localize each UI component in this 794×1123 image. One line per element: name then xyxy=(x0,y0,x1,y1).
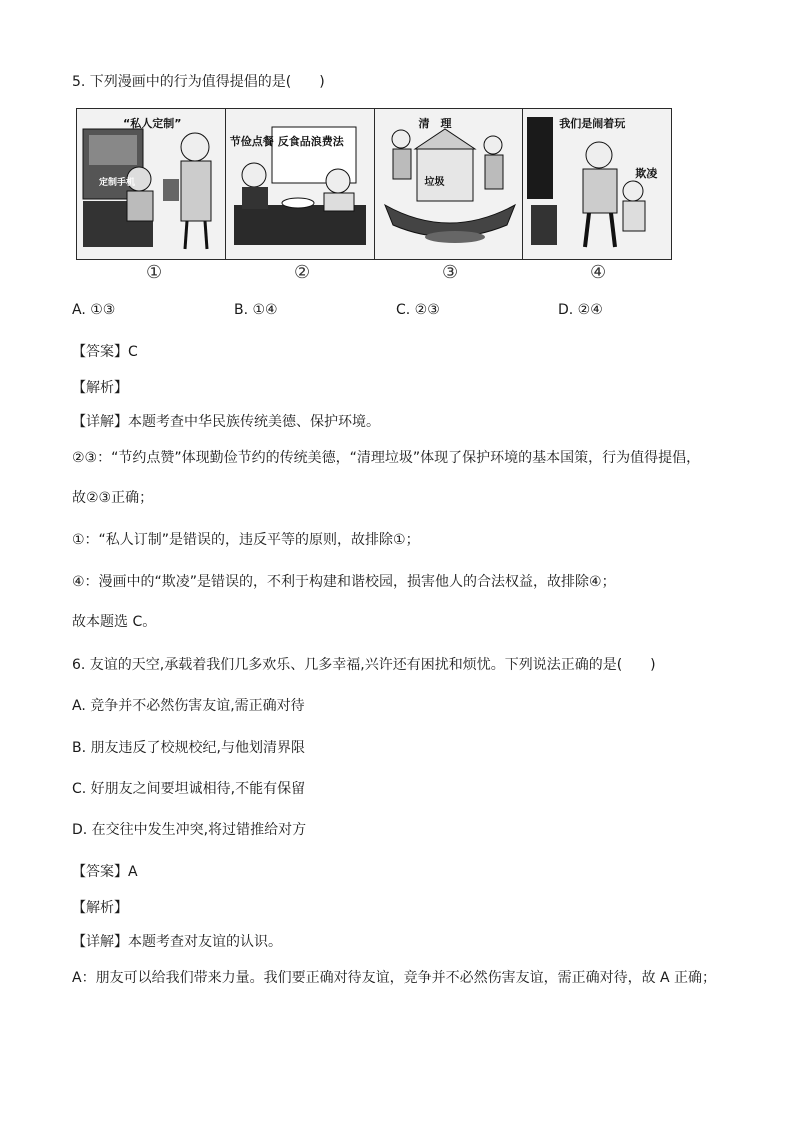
q6-answer xyxy=(72,862,138,882)
q5-analysis-line-1: ②③：“节约点赞”体现勤俭节约的传统美德，“清理垃圾”体现了保护环境的基本国策，行为值得提倡， xyxy=(72,450,701,466)
q5-analysis-tag: 【解析】 xyxy=(72,380,128,396)
q5-analysis-line-3: ①：“私人订制”是错误的，违反平等的原则，故排除①； xyxy=(72,532,420,548)
q6-option-a: A. 竞争并不必然伤害友谊,需正确对待 xyxy=(72,698,305,714)
comic-panel-3 xyxy=(375,109,524,259)
q5-answer xyxy=(72,342,138,362)
q6-option-b: B. 朋友违反了校规校纪,与他划清界限 xyxy=(72,740,305,756)
panel-4-side-label: 欺凌 xyxy=(635,167,658,180)
panel-1-caption: “私人定制” xyxy=(123,117,182,130)
comic-strip xyxy=(76,108,672,260)
panel-2-caption-left: 节俭点餐 xyxy=(229,135,274,148)
q6-analysis-tag: 【解析】 xyxy=(72,900,128,916)
comic-panel-4 xyxy=(523,109,671,259)
q6-detail-text: 本题考查对友谊的认识。 xyxy=(128,934,282,950)
question-5-text: 5. 下列漫画中的行为值得提倡的是( ) xyxy=(72,74,325,90)
q5-option-b: B. ①④ xyxy=(234,302,278,318)
q5-answer-value: C xyxy=(128,344,138,360)
q5-option-d: D. ②④ xyxy=(558,302,603,318)
q5-analysis-line-5: 故本题选 C。 xyxy=(72,614,157,630)
q5-detail-tag: 【详解】 xyxy=(72,414,128,430)
comic-panel-2 xyxy=(226,109,375,259)
comic-panel-2-drawing xyxy=(226,109,374,259)
q6-answer-value: A xyxy=(128,864,138,880)
panel-1-side-label: 定制手机 xyxy=(99,178,136,188)
panel-3-caption: 清 理 xyxy=(418,117,452,130)
q5-option-c: C. ②③ xyxy=(396,302,440,318)
comic-panel-1 xyxy=(77,109,226,259)
q6-detail xyxy=(72,932,282,952)
panel-number-2: ② xyxy=(294,262,311,283)
panel-number-4: ④ xyxy=(590,262,607,283)
q6-analysis-line-1: A：朋友可以给我们带来力量。我们要正确对待友谊，竞争并不必然伤害友谊，需正确对待，故 A 正确； xyxy=(72,970,717,986)
panel-2-caption-box: 反食品浪费法 xyxy=(277,135,344,148)
panel-3-box-label: 垃圾 xyxy=(424,177,445,188)
panel-4-caption: 我们是闹着玩 xyxy=(559,117,626,130)
q6-option-d: D. 在交往中发生冲突,将过错推给对方 xyxy=(72,822,307,838)
q5-detail-text: 本题考查中华民族传统美德、保护环境。 xyxy=(128,414,380,430)
question-6-text: 6. 友谊的天空,承载着我们几多欢乐、几多幸福,兴许还有困扰和烦忧。下列说法正确的是( ) xyxy=(72,657,656,673)
panel-number-1: ① xyxy=(146,262,163,283)
q5-option-a: A. ①③ xyxy=(72,302,116,318)
q6-answer-tag: 【答案】 xyxy=(72,864,128,880)
comic-panel-4-drawing xyxy=(523,109,671,259)
q6-option-c: C. 好朋友之间要坦诚相待,不能有保留 xyxy=(72,781,306,797)
comic-panel-3-drawing xyxy=(375,109,523,259)
q6-detail-tag: 【详解】 xyxy=(72,934,128,950)
q5-detail xyxy=(72,412,380,432)
q5-answer-tag: 【答案】 xyxy=(72,344,128,360)
q5-analysis-line-2: 故②③正确； xyxy=(72,490,154,506)
panel-number-3: ③ xyxy=(442,262,459,283)
q5-analysis-line-4: ④：漫画中的“欺凌”是错误的，不利于构建和谐校园，损害他人的合法权益，故排除④； xyxy=(72,574,616,590)
